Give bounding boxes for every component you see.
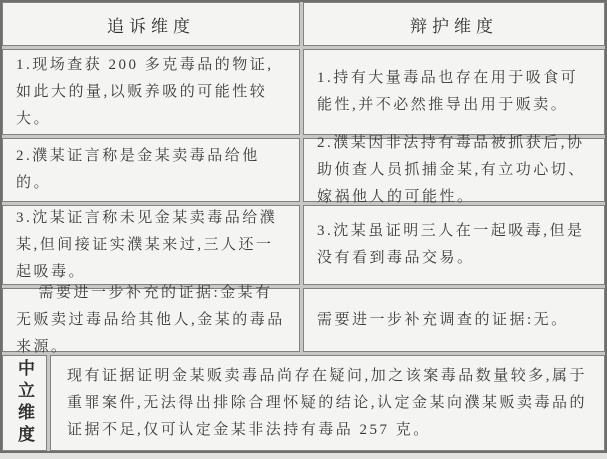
table-row	[2, 49, 605, 135]
prosecution-supplement-evidence	[2, 284, 300, 355]
prosecution-point-3-text: 3.沈某证言称未见金某卖毒品给濮某,但间接证实濮某来过,三人还一起吸毒。	[16, 209, 278, 280]
defense-supplement-evidence-text: 需要进一步补充调查的证据:无。	[317, 311, 569, 328]
defense-point-2-text: 2.濮某因非法持有毒品被抓获后,协助侦查人员抓捕金某,有立功心切、嫁祸他人的可能性。	[317, 134, 586, 205]
defense-supplement-evidence	[303, 288, 605, 352]
table-row	[2, 134, 605, 205]
neutral-dimension-label: 中立维度	[15, 359, 34, 447]
defense-point-1-text: 1.持有大量毒品也存在用于吸食可能性,并不必然推导出用于贩卖。	[317, 70, 579, 113]
defense-point-3-text: 3.沈某虽证明三人在一起吸毒,但是没有看到毒品交易。	[317, 223, 585, 266]
neutral-dimension-row	[2, 355, 605, 451]
prosecution-supplement-evidence-text: 需要进一步补充的证据:金某有无贩卖过毒品给其他人,金某的毒品来源。	[16, 284, 285, 355]
table-row	[2, 205, 605, 285]
table-row	[2, 284, 605, 355]
prosecution-point-3	[2, 205, 300, 285]
header-prosecution-dimension: 追诉维度	[2, 2, 300, 46]
neutral-dimension-conclusion	[50, 355, 605, 451]
header-defense-dimension: 辩护维度	[303, 2, 605, 46]
defense-point-1	[303, 49, 605, 135]
header-row	[2, 2, 605, 46]
neutral-dimension-label-cell	[2, 355, 47, 451]
defense-point-3	[303, 205, 605, 285]
defense-point-2	[303, 134, 605, 205]
prosecution-point-1	[2, 49, 300, 135]
prosecution-point-1-text: 1.现场查获 200 多克毒品的物证,如此大的量,以贩养吸的可能性较大。	[16, 56, 274, 127]
prosecution-point-2	[2, 138, 300, 202]
neutral-dimension-conclusion-text: 现有证据证明金某贩卖毒品尚存在疑问,加之该案毒品数量较多,属于重罪案件,无法得出排除合理怀疑的结论,认定金某向濮某贩卖毒品的证据不足,仅可认定金某非法持有毒品 257 克。	[67, 367, 588, 438]
prosecution-point-2-text: 2.濮某证言称是金某卖毒品给他的。	[16, 148, 260, 191]
